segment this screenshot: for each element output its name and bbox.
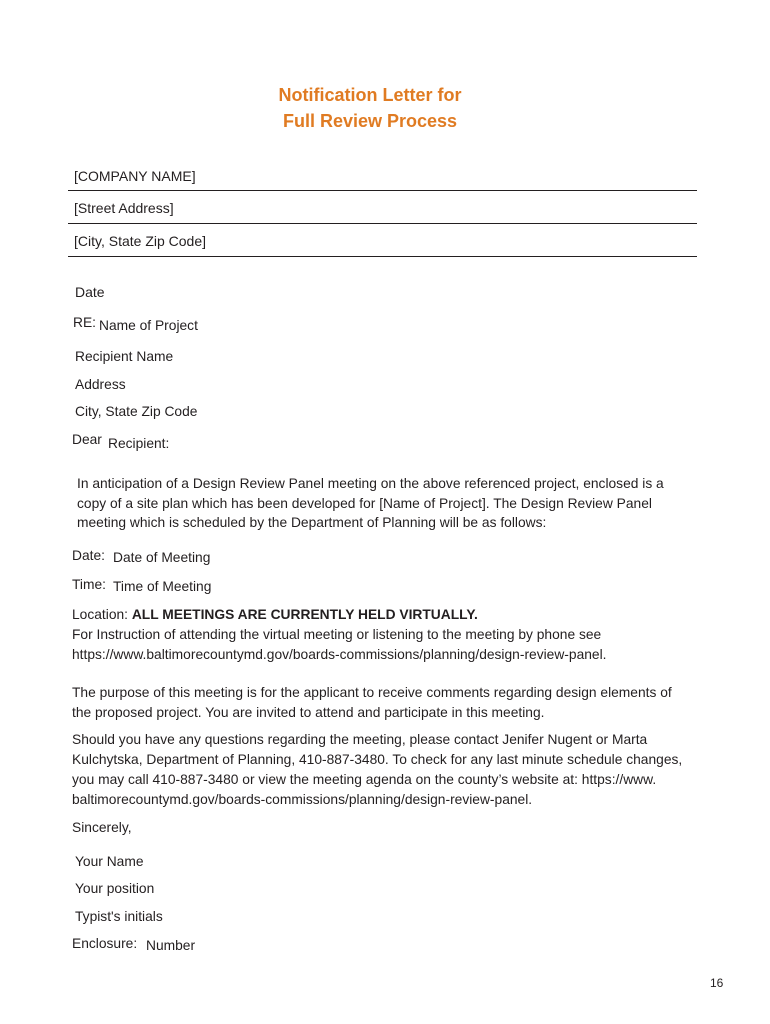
contact-line-4: baltimorecountymd.gov/boards-commissions/planning/design-review-panel.: [72, 792, 533, 807]
title-line-2: Full Review Process: [282, 111, 458, 131]
recipient-city-field[interactable]: City, State Zip Code: [75, 404, 198, 419]
recipient-address-field[interactable]: Address: [75, 377, 126, 392]
meeting-date-field[interactable]: Date of Meeting: [113, 550, 211, 565]
signature-name-field[interactable]: Your Name: [75, 854, 144, 869]
page-number: 16: [710, 976, 724, 990]
recipient-name-field[interactable]: Recipient Name: [75, 349, 174, 364]
meeting-time-label: Time:: [72, 577, 106, 592]
street-address-field[interactable]: [Street Address]: [74, 200, 174, 216]
signature-position-field[interactable]: Your position: [75, 881, 155, 896]
enclosure-number-field[interactable]: Number: [146, 938, 196, 953]
intro-line-3: meeting which is scheduled by the Department of Planning will be as follows:: [77, 515, 547, 530]
enclosure-label: Enclosure:: [72, 936, 138, 951]
dear-label: Dear: [72, 432, 102, 447]
meeting-date-label: Date:: [72, 548, 105, 563]
city-state-zip-field[interactable]: [City, State Zip Code]: [74, 233, 207, 249]
intro-line-2: copy of a site plan which has been developed for [Name of Project]. The Design Review Panel: [77, 496, 652, 511]
purpose-line-2: the proposed project. You are invited to attend and participate in this meeting.: [72, 705, 545, 720]
re-label: RE:: [73, 315, 96, 330]
salutation-recipient-field[interactable]: Recipient:: [108, 436, 170, 451]
meeting-time-field[interactable]: Time of Meeting: [113, 579, 212, 594]
intro-line-1: In anticipation of a Design Review Panel meeting on the above referenced project, enclosed is a: [77, 476, 664, 491]
closing: Sincerely,: [72, 820, 132, 835]
company-name-field[interactable]: [COMPANY NAME]: [74, 168, 196, 184]
location-line: [72, 605, 478, 625]
date-field[interactable]: Date: [75, 284, 105, 300]
instruction-line-1: For Instruction of attending the virtual meeting or listening to the meeting by phone see: [72, 627, 602, 642]
purpose-line-1: The purpose of this meeting is for the applicant to receive comments regarding design elements of: [72, 685, 672, 700]
company-name-underline: [68, 190, 697, 191]
project-name-field[interactable]: Name of Project: [99, 318, 198, 333]
city-state-zip-underline: [68, 256, 697, 257]
contact-line-3: you may call 410-887-3480 or view the meeting agenda on the county’s website at: https://www.: [72, 772, 657, 787]
title-line-1: Notification Letter for: [278, 85, 462, 105]
location-value: ALL MEETINGS ARE CURRENTLY HELD VIRTUALLY.: [131, 607, 478, 622]
street-address-underline: [68, 223, 697, 224]
contact-line-2: Kulchytska, Department of Planning, 410-887-3480. To check for any last minute schedule changes,: [72, 752, 683, 767]
contact-line-1: Should you have any questions regarding the meeting, please contact Jenifer Nugent or Marta: [72, 732, 648, 747]
location-label: Location:: [72, 607, 128, 622]
instruction-url[interactable]: https://www.baltimorecountymd.gov/boards-commissions/planning/design-review-panel.: [72, 647, 607, 662]
typist-initials-field[interactable]: Typist's initials: [75, 909, 163, 924]
